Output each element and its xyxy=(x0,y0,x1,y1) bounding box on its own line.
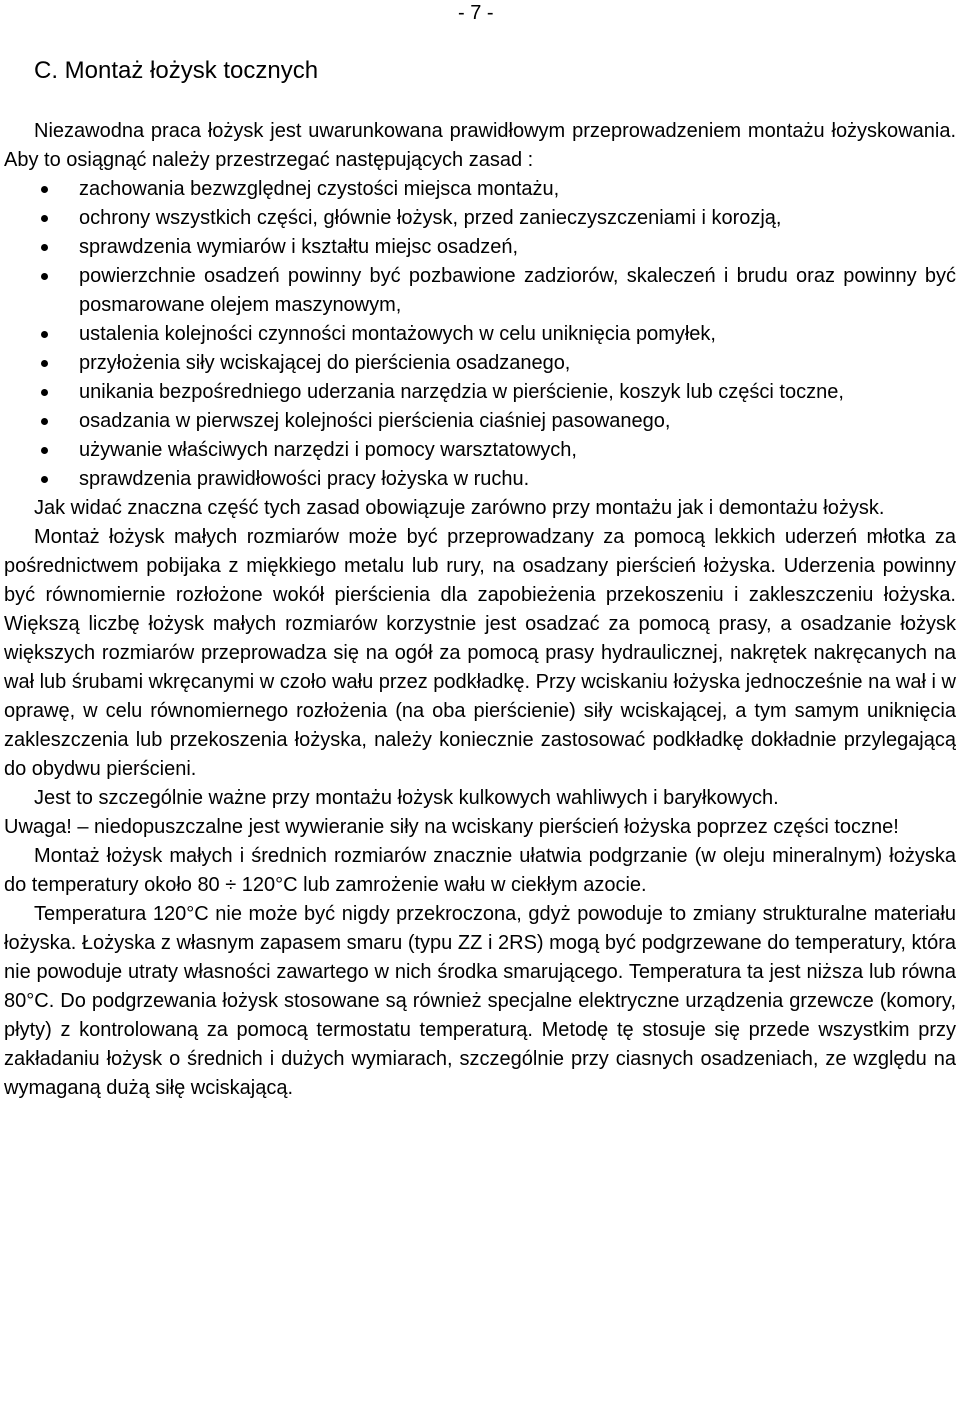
list-item: powierzchnie osadzeń powinny być pozbawione zadziorów, skaleczeń i brudu oraz powinny być posmarowane olejem maszynowym, xyxy=(4,262,956,320)
bullet-icon xyxy=(41,418,48,425)
paragraph-5: Temperatura 120°C nie może być nigdy przekroczona, gdyż powoduje to zmiany strukturalne materiału łożyska. Łożyska z własnym zapasem smaru (typu ZZ i 2RS) mogą być podgrzewane do temperatury, która nie powoduje utraty własności zawartego w nich środka smarującego. Temperatura ta jest niższa lub równa 80°C. Do podgrzewania łożysk stosowane są również specjalne elektryczne urządzenia grzewcze (komory, płyty) z kontrolowaną za pomocą termostatu temperaturą. Metodę tę stosuje się przede wszystkim przy zakładaniu łożysk o średnich i dużych wymiarach, szczególnie przy ciasnych osadzeniach, ze względu na wymaganą dużą siłę wciskającą. xyxy=(4,903,956,1099)
list-item: osadzania w pierwszej kolejności pierścienia ciaśniej pasowanego, xyxy=(4,407,956,436)
bullet-icon xyxy=(41,389,48,396)
intro-paragraph: Niezawodna praca łożysk jest uwarunkowana prawidłowym przeprowadzeniem montażu łożyskowania. Aby to osiągnąć należy przestrzegać następujących zasad : xyxy=(4,120,956,171)
bullet-icon xyxy=(41,273,48,280)
list-item: przyłożenia siły wciskającej do pierścienia osadzanego, xyxy=(4,349,956,378)
bullet-icon xyxy=(41,331,48,338)
list-item: unikania bezpośredniego uderzania narzędzia w pierścienie, koszyk lub części toczne, xyxy=(4,378,956,407)
paragraph-3: Jest to szczególnie ważne przy montażu łożysk kulkowych wahliwych i baryłkowych. xyxy=(34,787,779,809)
bullet-icon xyxy=(41,476,48,483)
list-item: sprawdzenia prawidłowości pracy łożyska w ruchu. xyxy=(4,465,956,494)
bullet-icon xyxy=(41,186,48,193)
bullet-icon xyxy=(41,447,48,454)
paragraph-2: Montaż łożysk małych rozmiarów może być przeprowadzany za pomocą lekkich uderzeń młotka za pośrednictwem pobijaka z miękkiego metalu lub rury, na osadzany pierścień łożyska. Uderzenia powinny być równomiernie rozłożone wokół pierścienia dla zapobieżenia przekoszeniu i zakleszczeniu łożyska. Większą liczbę łożysk małych rozmiarów korzystnie jest osadzać za pomocą prasy, a osadzanie łożysk większych rozmiarów przeprowadza się na ogół za pomocą prasy hydraulicznej, nakrętek nakręcanych na wał lub śrubami wkręcanymi w czoło wału przez podkładkę. Przy wciskaniu łożyska jednocześnie na wał i w oprawę, w celu równomiernego rozłożenia (na oba pierścienie) siły wciskającej, a tym samym uniknięcia zakleszczenia lub przekoszenia łożyska, należy koniecznie zastosować podkładkę dokładnie przylegającą do obydwu pierścieni. xyxy=(4,526,956,780)
list-item: ustalenia kolejności czynności montażowych w celu uniknięcia pomyłek, xyxy=(4,320,956,349)
list-item: używanie właściwych narzędzi i pomocy warsztatowych, xyxy=(4,436,956,465)
bullet-icon xyxy=(41,215,48,222)
page-number: - 7 - xyxy=(458,2,494,24)
list-item: zachowania bezwzględnej czystości miejsca montażu, xyxy=(4,175,956,204)
list-item: ochrony wszystkich części, głównie łożysk, przed zanieczyszczeniami i korozją, xyxy=(4,204,956,233)
warning-note: Uwaga! – niedopuszczalne jest wywieranie siły na wciskany pierścień łożyska poprzez części toczne! xyxy=(4,816,899,838)
paragraph-4: Montaż łożysk małych i średnich rozmiarów znacznie ułatwia podgrzanie (w oleju mineralnym) łożyska do temperatury około 80 ÷ 120°C lub zamrożenie wału w ciekłym azocie. xyxy=(4,845,956,896)
list-item: sprawdzenia wymiarów i kształtu miejsc osadzeń, xyxy=(4,233,956,262)
rules-list xyxy=(4,175,956,494)
document-body xyxy=(4,117,956,1103)
bullet-icon xyxy=(41,360,48,367)
paragraph-1: Jak widać znaczna część tych zasad obowiązuje zarówno przy montażu jak i demontażu łożysk. xyxy=(34,497,885,519)
section-heading: C. Montaż łożysk tocznych xyxy=(34,57,319,84)
bullet-icon xyxy=(41,244,48,251)
